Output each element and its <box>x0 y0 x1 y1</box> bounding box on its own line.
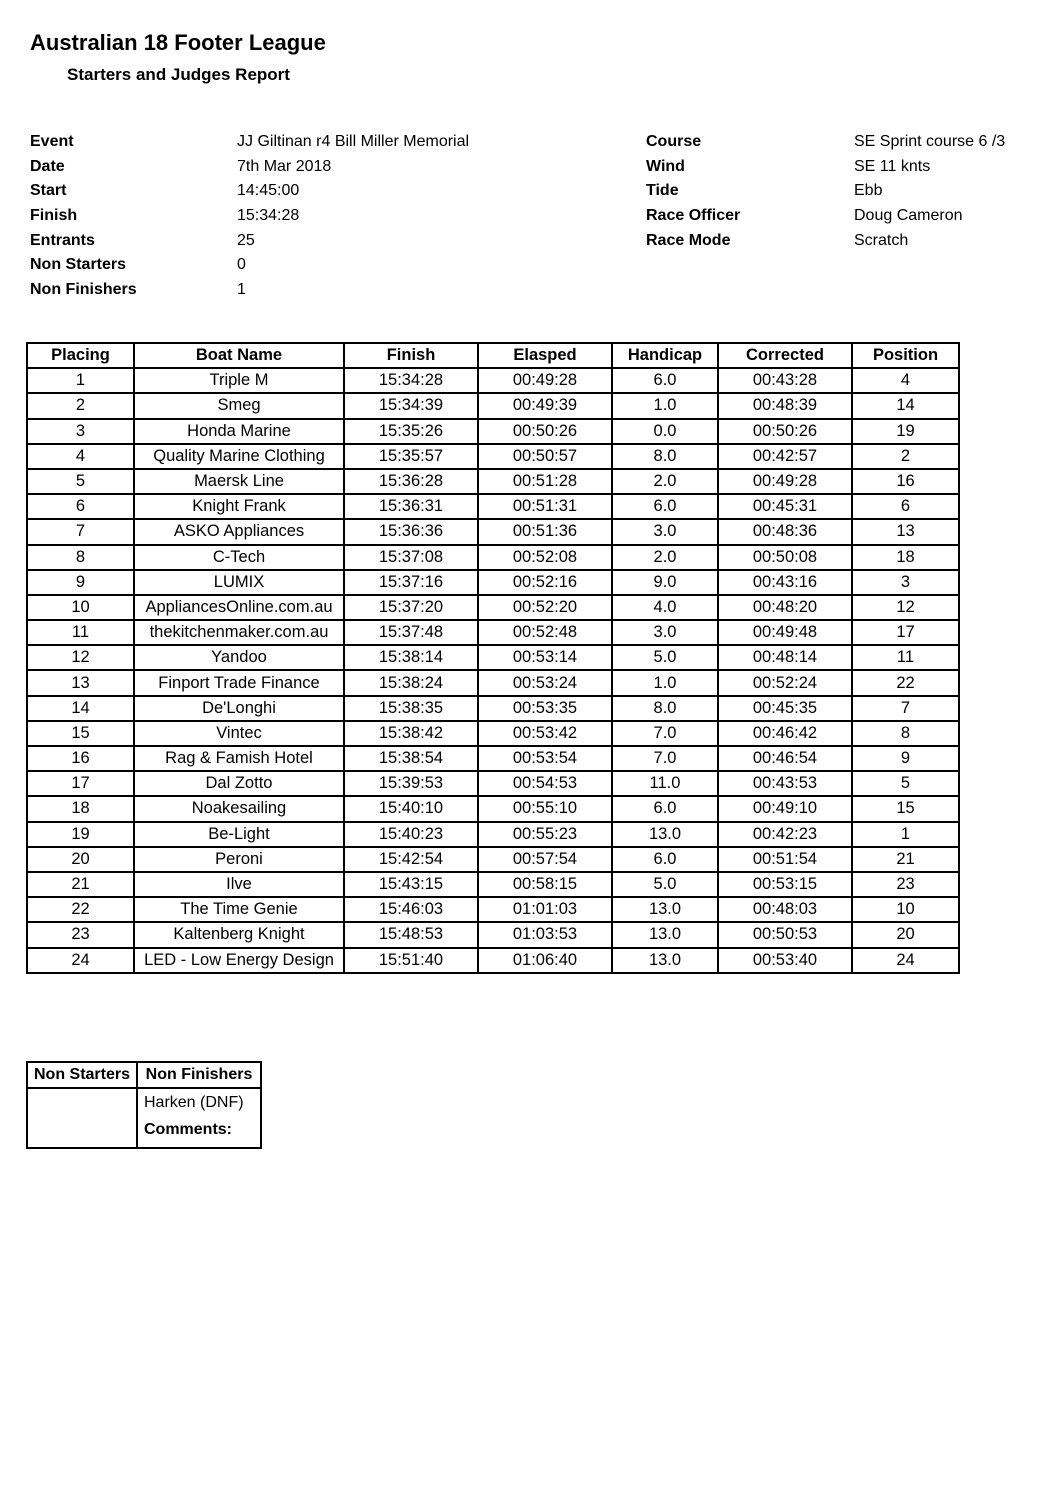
meta-value-start: 14:45:00 <box>237 182 300 200</box>
table-row <box>27 419 959 444</box>
column-header-placing: Placing <box>27 343 134 368</box>
cell-finish: 15:42:54 <box>344 847 478 872</box>
cell-handicap: 7.0 <box>612 746 718 771</box>
cell-elapsed: 00:52:20 <box>478 595 612 620</box>
cell-boat-name: Quality Marine Clothing <box>134 444 344 469</box>
cell-finish: 15:40:23 <box>344 822 478 847</box>
cell-boat-name: C-Tech <box>134 545 344 570</box>
cell-position: 6 <box>852 494 959 519</box>
cell-placing: 24 <box>27 948 134 973</box>
cell-handicap: 9.0 <box>612 570 718 595</box>
non-starters-value <box>28 1089 136 1116</box>
table-row <box>27 822 959 847</box>
cell-placing: 11 <box>27 620 134 645</box>
cell-boat-name: LED - Low Energy Design <box>134 948 344 973</box>
cell-boat-name: Ilve <box>134 872 344 897</box>
cell-corrected: 00:48:36 <box>718 519 852 544</box>
cell-finish: 15:34:28 <box>344 368 478 393</box>
table-row <box>27 796 959 821</box>
cell-corrected: 00:48:20 <box>718 595 852 620</box>
results-body <box>27 368 959 973</box>
cell-corrected: 00:48:14 <box>718 645 852 670</box>
table-row <box>27 897 959 922</box>
cell-corrected: 00:46:54 <box>718 746 852 771</box>
table-row <box>27 922 959 947</box>
cell-elapsed: 01:03:53 <box>478 922 612 947</box>
cell-corrected: 00:48:39 <box>718 393 852 418</box>
cell-handicap: 2.0 <box>612 545 718 570</box>
cell-position: 21 <box>852 847 959 872</box>
cell-boat-name: Vintec <box>134 721 344 746</box>
cell-boat-name: Kaltenberg Knight <box>134 922 344 947</box>
cell-position: 9 <box>852 746 959 771</box>
cell-corrected: 00:45:35 <box>718 696 852 721</box>
cell-finish: 15:34:39 <box>344 393 478 418</box>
cell-elapsed: 00:57:54 <box>478 847 612 872</box>
cell-position: 14 <box>852 393 959 418</box>
table-row <box>27 948 959 973</box>
cell-handicap: 6.0 <box>612 847 718 872</box>
cell-placing: 16 <box>27 746 134 771</box>
cell-placing: 10 <box>27 595 134 620</box>
cell-elapsed: 00:55:10 <box>478 796 612 821</box>
cell-placing: 17 <box>27 771 134 796</box>
cell-boat-name: Yandoo <box>134 645 344 670</box>
table-row <box>27 721 959 746</box>
table-row <box>27 696 959 721</box>
meta-label-non-finishers: Non Finishers <box>30 281 137 299</box>
cell-boat-name: Noakesailing <box>134 796 344 821</box>
cell-corrected: 00:49:48 <box>718 620 852 645</box>
cell-boat-name: thekitchenmaker.com.au <box>134 620 344 645</box>
non-finishers-value: Harken (DNF) <box>144 1094 244 1111</box>
cell-boat-name: The Time Genie <box>134 897 344 922</box>
meta-label-non-starters: Non Starters <box>30 256 127 274</box>
meta-label-date: Date <box>30 157 65 175</box>
cell-position: 8 <box>852 721 959 746</box>
cell-placing: 13 <box>27 670 134 695</box>
cell-elapsed: 00:53:14 <box>478 645 612 670</box>
cell-finish: 15:39:53 <box>344 771 478 796</box>
cell-boat-name: Peroni <box>134 847 344 872</box>
ns-body-row <box>27 1088 261 1148</box>
table-row <box>27 444 959 469</box>
cell-elapsed: 00:49:39 <box>478 393 612 418</box>
column-header-handicap: Handicap <box>612 343 718 368</box>
cell-elapsed: 00:54:53 <box>478 771 612 796</box>
cell-boat-name: Finport Trade Finance <box>134 670 344 695</box>
cell-finish: 15:43:15 <box>344 872 478 897</box>
cell-corrected: 00:43:53 <box>718 771 852 796</box>
non-finishers-header: Non Finishers <box>137 1062 261 1088</box>
table-row <box>27 494 959 519</box>
cell-boat-name: LUMIX <box>134 570 344 595</box>
cell-position: 22 <box>852 670 959 695</box>
cell-boat-name: Dal Zotto <box>134 771 344 796</box>
non-starters-finishers-table <box>26 1061 262 1149</box>
cell-position: 11 <box>852 645 959 670</box>
table-row <box>27 545 959 570</box>
cell-handicap: 6.0 <box>612 494 718 519</box>
cell-position: 1 <box>852 822 959 847</box>
cell-handicap: 11.0 <box>612 771 718 796</box>
table-row <box>27 771 959 796</box>
cell-finish: 15:36:36 <box>344 519 478 544</box>
cell-handicap: 3.0 <box>612 519 718 544</box>
cell-placing: 7 <box>27 519 134 544</box>
cell-placing: 6 <box>27 494 134 519</box>
meta-label-entrants: Entrants <box>30 231 95 249</box>
cell-placing: 23 <box>27 922 134 947</box>
cell-elapsed: 00:50:26 <box>478 419 612 444</box>
cell-placing: 8 <box>27 545 134 570</box>
cell-position: 3 <box>852 570 959 595</box>
table-row <box>27 620 959 645</box>
cell-finish: 15:48:53 <box>344 922 478 947</box>
meta-label-finish: Finish <box>30 207 78 225</box>
meta-label-race-mode: Race Mode <box>646 231 731 249</box>
cell-elapsed: 00:58:15 <box>478 872 612 897</box>
cell-handicap: 8.0 <box>612 444 718 469</box>
cell-elapsed: 00:51:31 <box>478 494 612 519</box>
cell-corrected: 00:50:26 <box>718 419 852 444</box>
cell-finish: 15:36:28 <box>344 469 478 494</box>
cell-corrected: 00:45:31 <box>718 494 852 519</box>
cell-finish: 15:37:20 <box>344 595 478 620</box>
cell-boat-name: De'Longhi <box>134 696 344 721</box>
cell-handicap: 7.0 <box>612 721 718 746</box>
cell-finish: 15:38:14 <box>344 645 478 670</box>
cell-placing: 20 <box>27 847 134 872</box>
meta-value-non-finishers: 1 <box>237 281 246 299</box>
cell-placing: 4 <box>27 444 134 469</box>
cell-corrected: 00:50:08 <box>718 545 852 570</box>
cell-position: 5 <box>852 771 959 796</box>
cell-handicap: 13.0 <box>612 897 718 922</box>
table-row <box>27 393 959 418</box>
cell-placing: 15 <box>27 721 134 746</box>
cell-corrected: 00:52:24 <box>718 670 852 695</box>
meta-labels-right <box>646 130 740 253</box>
meta-value-non-starters: 0 <box>237 256 246 274</box>
cell-boat-name: Triple M <box>134 368 344 393</box>
cell-boat-name: AppliancesOnline.com.au <box>134 595 344 620</box>
cell-corrected: 00:48:03 <box>718 897 852 922</box>
non-starters-cell <box>27 1088 137 1148</box>
cell-elapsed: 00:50:57 <box>478 444 612 469</box>
cell-finish: 15:51:40 <box>344 948 478 973</box>
meta-value-tide: Ebb <box>854 182 883 200</box>
column-header-finish: Finish <box>344 343 478 368</box>
meta-value-race-mode: Scratch <box>854 231 909 249</box>
meta-value-wind: SE 11 knts <box>854 157 931 175</box>
cell-elapsed: 00:53:24 <box>478 670 612 695</box>
results-table <box>26 342 960 974</box>
cell-elapsed: 00:51:28 <box>478 469 612 494</box>
cell-boat-name: Be-Light <box>134 822 344 847</box>
meta-label-tide: Tide <box>646 182 679 200</box>
cell-finish: 15:37:08 <box>344 545 478 570</box>
cell-boat-name: Maersk Line <box>134 469 344 494</box>
cell-handicap: 1.0 <box>612 670 718 695</box>
cell-handicap: 13.0 <box>612 948 718 973</box>
table-row <box>27 670 959 695</box>
cell-elapsed: 00:53:35 <box>478 696 612 721</box>
cell-handicap: 13.0 <box>612 922 718 947</box>
cell-corrected: 00:51:54 <box>718 847 852 872</box>
cell-handicap: 6.0 <box>612 796 718 821</box>
cell-placing: 9 <box>27 570 134 595</box>
cell-placing: 19 <box>27 822 134 847</box>
meta-value-finish: 15:34:28 <box>237 207 300 225</box>
cell-finish: 15:35:57 <box>344 444 478 469</box>
cell-placing: 3 <box>27 419 134 444</box>
cell-placing: 2 <box>27 393 134 418</box>
column-header-elapsed: Elasped <box>478 343 612 368</box>
comments-label: Comments: <box>144 1121 233 1138</box>
cell-elapsed: 00:52:48 <box>478 620 612 645</box>
cell-elapsed: 00:52:16 <box>478 570 612 595</box>
meta-label-start: Start <box>30 182 67 200</box>
cell-position: 18 <box>852 545 959 570</box>
cell-corrected: 00:53:40 <box>718 948 852 973</box>
cell-elapsed: 01:06:40 <box>478 948 612 973</box>
cell-position: 10 <box>852 897 959 922</box>
cell-corrected: 00:49:10 <box>718 796 852 821</box>
meta-label-event: Event <box>30 133 74 150</box>
cell-finish: 15:46:03 <box>344 897 478 922</box>
cell-elapsed: 01:01:03 <box>478 897 612 922</box>
table-row <box>27 746 959 771</box>
table-row <box>27 469 959 494</box>
non-starters-header: Non Starters <box>27 1062 137 1088</box>
cell-handicap: 3.0 <box>612 620 718 645</box>
cell-finish: 15:36:31 <box>344 494 478 519</box>
cell-elapsed: 00:55:23 <box>478 822 612 847</box>
cell-position: 12 <box>852 595 959 620</box>
cell-finish: 15:40:10 <box>344 796 478 821</box>
cell-position: 15 <box>852 796 959 821</box>
cell-elapsed: 00:51:36 <box>478 519 612 544</box>
cell-placing: 12 <box>27 645 134 670</box>
cell-position: 19 <box>852 419 959 444</box>
table-row <box>27 595 959 620</box>
cell-handicap: 13.0 <box>612 822 718 847</box>
cell-position: 2 <box>852 444 959 469</box>
cell-boat-name: Honda Marine <box>134 419 344 444</box>
cell-elapsed: 00:53:42 <box>478 721 612 746</box>
cell-position: 16 <box>852 469 959 494</box>
column-header-position: Position <box>852 343 959 368</box>
cell-handicap: 5.0 <box>612 872 718 897</box>
meta-value-course: SE Sprint course 6 /3 <box>854 133 1006 150</box>
cell-finish: 15:38:42 <box>344 721 478 746</box>
meta-value-event: JJ Giltinan r4 Bill Miller Memorial <box>237 133 470 150</box>
results-header-row <box>27 343 959 368</box>
cell-position: 23 <box>852 872 959 897</box>
cell-finish: 15:38:35 <box>344 696 478 721</box>
cell-handicap: 2.0 <box>612 469 718 494</box>
meta-value-race-officer: Doug Cameron <box>854 207 963 225</box>
cell-corrected: 00:46:42 <box>718 721 852 746</box>
cell-boat-name: Smeg <box>134 393 344 418</box>
cell-corrected: 00:50:53 <box>718 922 852 947</box>
cell-corrected: 00:49:28 <box>718 469 852 494</box>
cell-finish: 15:35:26 <box>344 419 478 444</box>
cell-corrected: 00:42:57 <box>718 444 852 469</box>
meta-label-wind: Wind <box>646 157 685 175</box>
meta-labels-left <box>30 130 137 303</box>
cell-position: 13 <box>852 519 959 544</box>
table-row <box>27 368 959 393</box>
table-row <box>27 645 959 670</box>
cell-corrected: 00:53:15 <box>718 872 852 897</box>
cell-elapsed: 00:49:28 <box>478 368 612 393</box>
cell-boat-name: Knight Frank <box>134 494 344 519</box>
cell-boat-name: Rag & Famish Hotel <box>134 746 344 771</box>
cell-finish: 15:37:16 <box>344 570 478 595</box>
meta-values-right <box>854 130 1005 253</box>
table-row <box>27 519 959 544</box>
meta-label-course: Course <box>646 133 702 150</box>
cell-placing: 1 <box>27 368 134 393</box>
ns-header-row <box>27 1062 261 1088</box>
cell-handicap: 8.0 <box>612 696 718 721</box>
meta-values-left <box>237 130 469 303</box>
cell-handicap: 5.0 <box>612 645 718 670</box>
cell-position: 20 <box>852 922 959 947</box>
cell-handicap: 0.0 <box>612 419 718 444</box>
table-row <box>27 570 959 595</box>
cell-finish: 15:38:54 <box>344 746 478 771</box>
column-header-boat-name: Boat Name <box>134 343 344 368</box>
cell-placing: 21 <box>27 872 134 897</box>
cell-finish: 15:37:48 <box>344 620 478 645</box>
report-title: Australian 18 Footer League <box>30 30 326 55</box>
meta-value-entrants: 25 <box>237 231 255 249</box>
cell-placing: 22 <box>27 897 134 922</box>
cell-handicap: 1.0 <box>612 393 718 418</box>
cell-placing: 18 <box>27 796 134 821</box>
non-finishers-cell <box>137 1088 261 1148</box>
cell-elapsed: 00:52:08 <box>478 545 612 570</box>
cell-elapsed: 00:53:54 <box>478 746 612 771</box>
cell-finish: 15:38:24 <box>344 670 478 695</box>
cell-corrected: 00:43:16 <box>718 570 852 595</box>
column-header-corrected: Corrected <box>718 343 852 368</box>
cell-corrected: 00:43:28 <box>718 368 852 393</box>
meta-label-race-officer: Race Officer <box>646 207 741 225</box>
cell-position: 4 <box>852 368 959 393</box>
meta-value-date: 7th Mar 2018 <box>237 157 332 175</box>
cell-boat-name: ASKO Appliances <box>134 519 344 544</box>
cell-handicap: 6.0 <box>612 368 718 393</box>
table-row <box>27 847 959 872</box>
cell-position: 7 <box>852 696 959 721</box>
cell-position: 17 <box>852 620 959 645</box>
cell-corrected: 00:42:23 <box>718 822 852 847</box>
cell-handicap: 4.0 <box>612 595 718 620</box>
table-row <box>27 872 959 897</box>
cell-placing: 5 <box>27 469 134 494</box>
cell-placing: 14 <box>27 696 134 721</box>
report-subtitle: Starters and Judges Report <box>67 65 290 84</box>
cell-position: 24 <box>852 948 959 973</box>
